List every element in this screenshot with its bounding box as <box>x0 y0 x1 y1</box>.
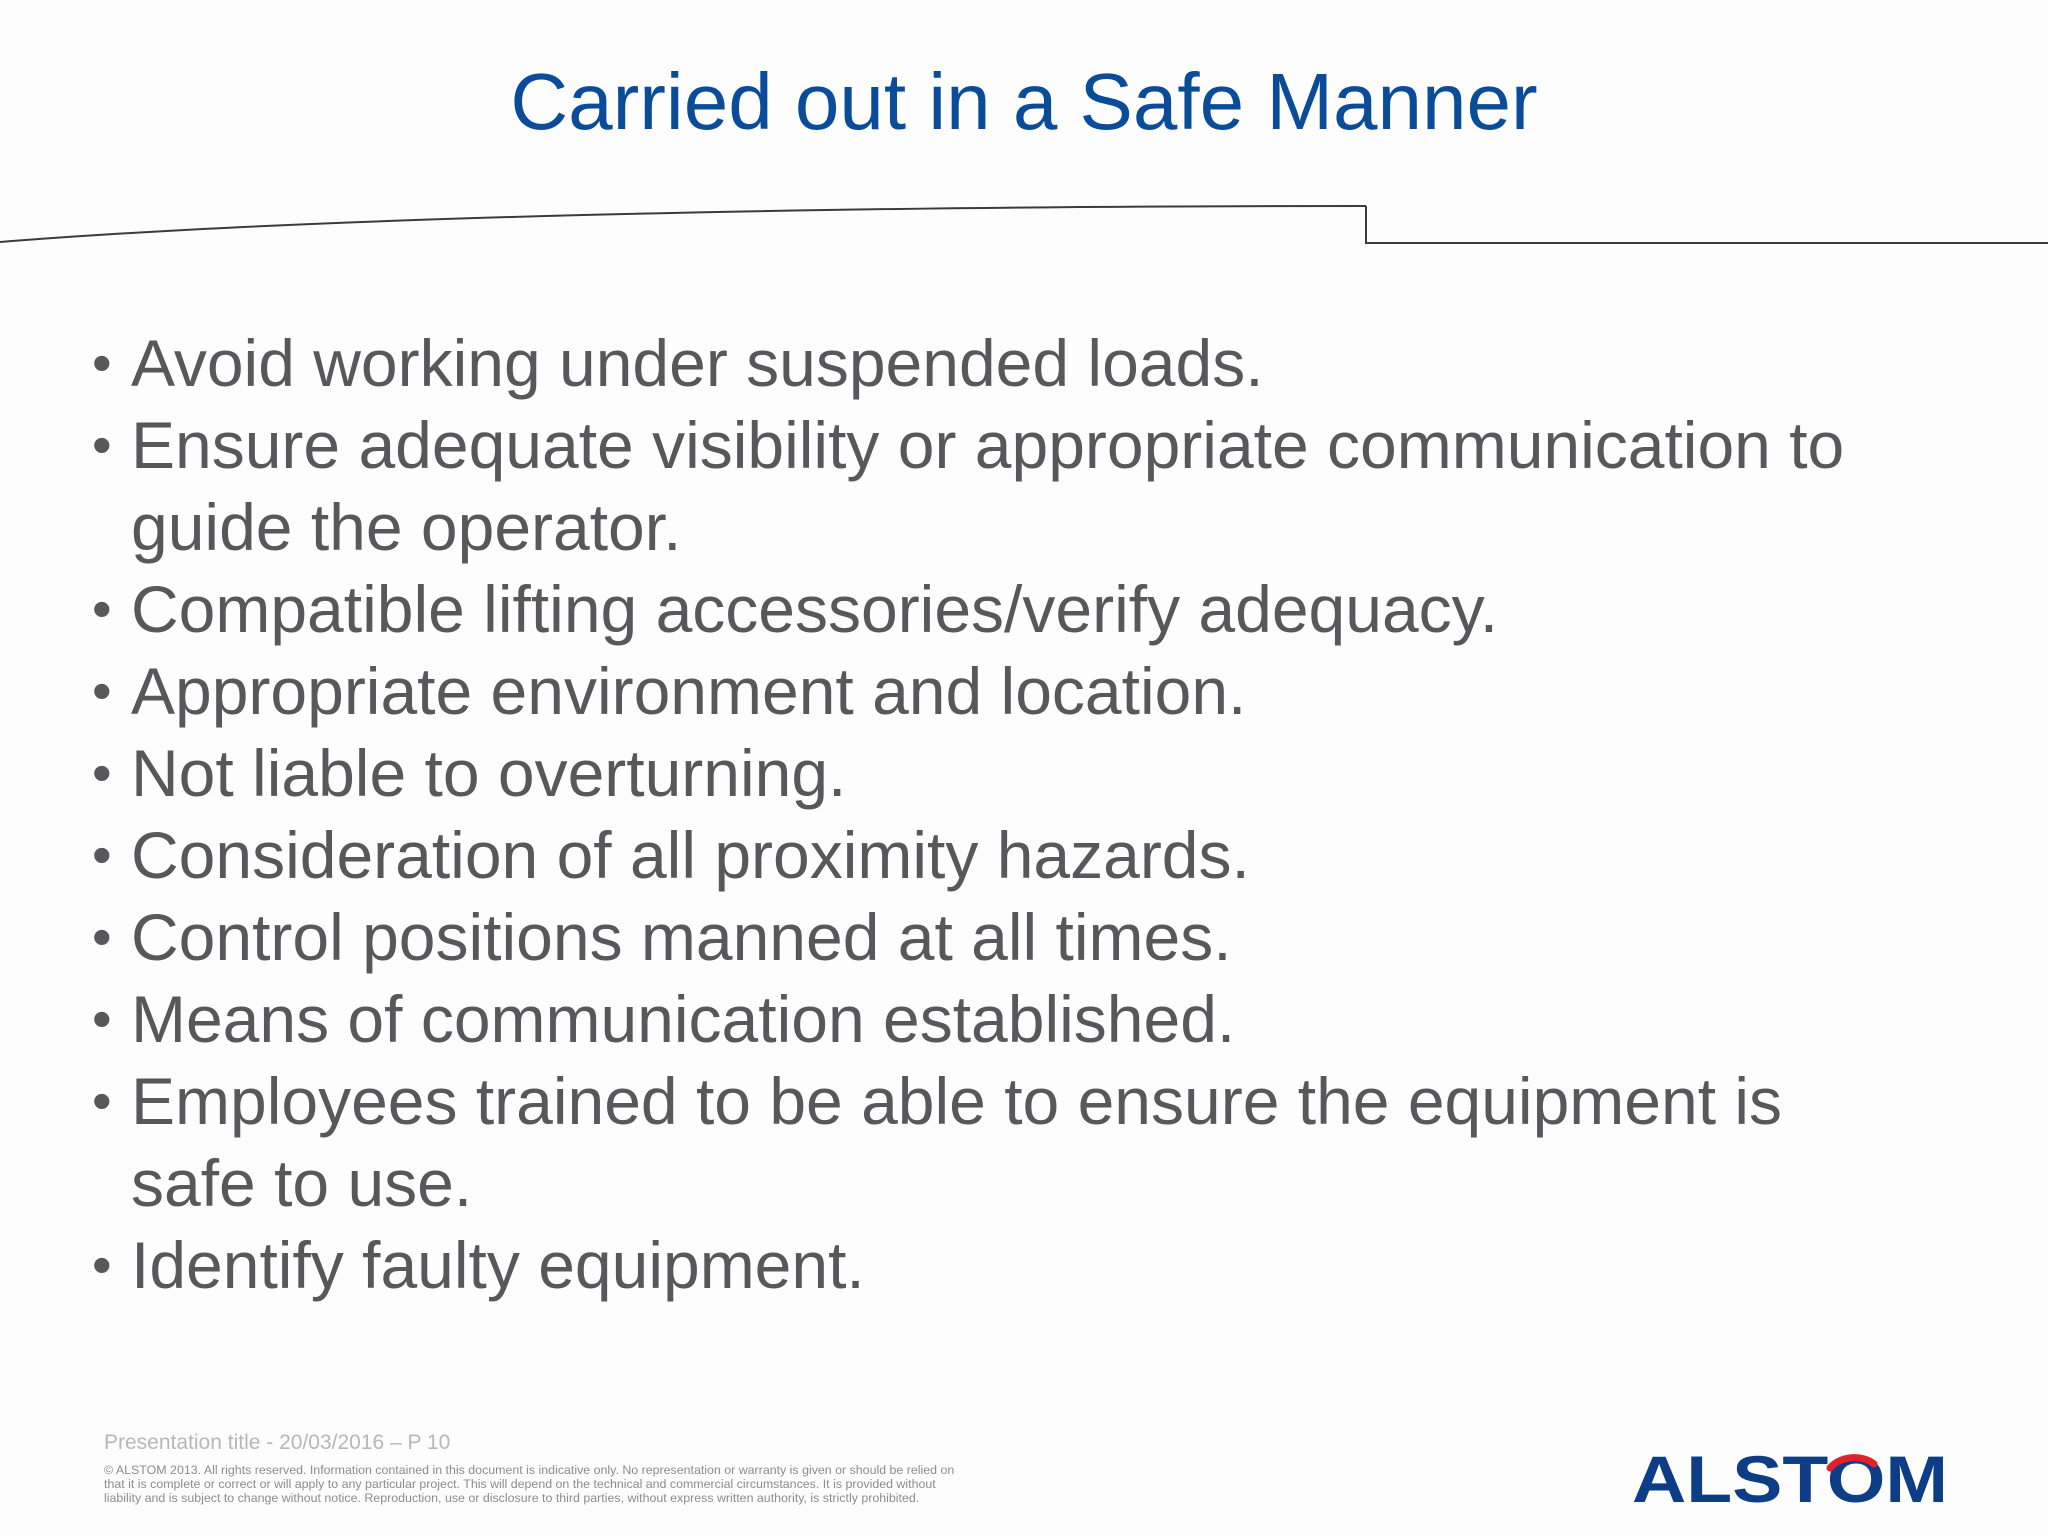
bullet-line: safe to use. <box>131 1146 473 1220</box>
footer-legal-notice <box>104 1463 1104 1505</box>
header-divider-curve <box>0 206 1366 242</box>
bullet-line: Identify faulty equipment. <box>131 1228 865 1302</box>
bullet-item <box>92 1060 1972 1224</box>
bullet-item <box>92 322 1972 404</box>
bullet-line: Employees trained to be able to ensure the equipment is <box>131 1064 1783 1138</box>
header-divider-step <box>1366 206 2048 243</box>
bullet-item <box>92 650 1972 732</box>
bullet-item <box>92 568 1972 650</box>
bullet-item <box>92 1224 1972 1306</box>
bullet-line: Consideration of all proximity hazards. <box>131 818 1250 892</box>
slide-title: Carried out in a Safe Manner <box>510 57 1538 146</box>
alstom-logo <box>1632 1444 1948 1510</box>
header-divider <box>0 196 2048 252</box>
bullet-dot: • <box>92 659 112 722</box>
bullet-dot: • <box>92 413 112 476</box>
bullet-dot: • <box>92 1069 112 1132</box>
alstom-logo-wordmark: ALSTOM <box>1632 1444 1948 1510</box>
legal-line: that it is complete or correct or will apply to any particular project. This will depend on the technical and commercial circumstances. It is provided without <box>104 1477 936 1491</box>
bullet-line: Control positions manned at all times. <box>131 900 1232 974</box>
bullet-dot: • <box>92 741 112 804</box>
legal-line: liability and is subject to change without notice. Reproduction, use or disclosure to third parties, without express written authority, is strictly prohibited. <box>104 1491 920 1505</box>
bullet-line: Avoid working under suspended loads. <box>131 326 1264 400</box>
bullet-item <box>92 814 1972 896</box>
bullet-item <box>92 732 1972 814</box>
bullet-item <box>92 978 1972 1060</box>
bullet-line: Means of communication established. <box>131 982 1236 1056</box>
footer-page-info: Presentation title - 20/03/2016 – P 10 <box>104 1431 451 1454</box>
bullet-dot: • <box>92 905 112 968</box>
bullet-dot: • <box>92 1233 112 1296</box>
bullet-dot: • <box>92 577 112 640</box>
bullet-dot: • <box>92 823 112 886</box>
bullet-item <box>92 404 1972 568</box>
legal-line: © ALSTOM 2013. All rights reserved. Information contained in this document is indicative only. No representation or warranty is given or should be relied on <box>104 1463 955 1477</box>
bullet-line: Appropriate environment and location. <box>131 654 1247 728</box>
bullet-dot: • <box>92 987 112 1050</box>
bullet-dot: • <box>92 331 112 394</box>
bullet-item <box>92 896 1972 978</box>
bullet-line: guide the operator. <box>131 490 682 564</box>
bullet-list <box>92 322 1972 1306</box>
bullet-line: Compatible lifting accessories/verify adequacy. <box>131 572 1499 646</box>
bullet-line: Ensure adequate visibility or appropriate communication to <box>131 408 1845 482</box>
bullet-line: Not liable to overturning. <box>131 736 847 810</box>
